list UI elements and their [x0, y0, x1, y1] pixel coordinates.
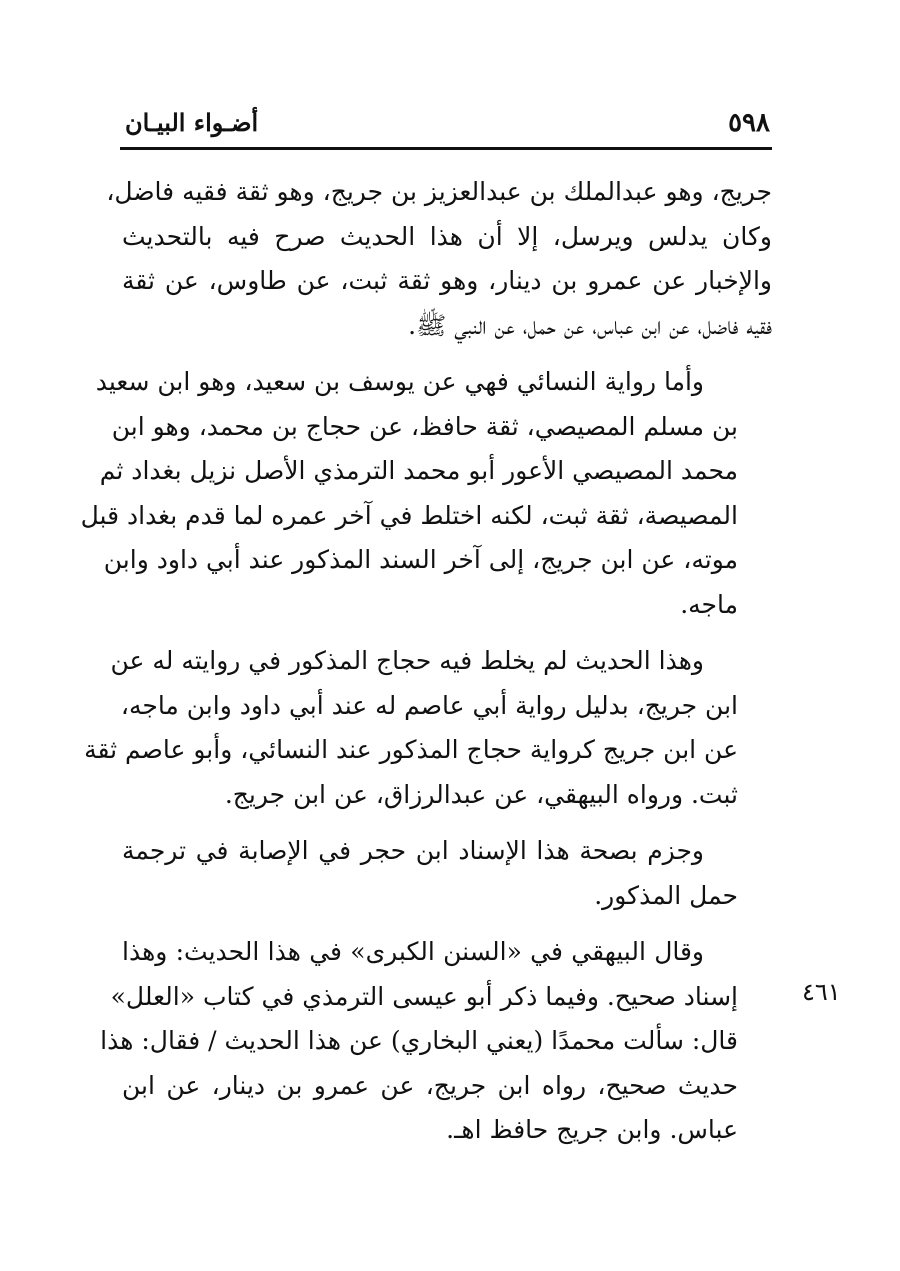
paragraph-3 — [84, 639, 772, 817]
text-line: وهذا الحديث لم يخلط فيه حجاج المذكور في روايته له عن — [110, 646, 704, 675]
book-title: أضـواء البيـان — [125, 108, 259, 137]
header-divider — [120, 147, 772, 150]
page-body — [80, 170, 772, 1165]
text-line: وكان يدلس ويرسل، إلا أن هذا الحديث صرح فيه بالتحديث — [122, 221, 772, 251]
text-line: ابن جريج، بدليل رواية أبي عاصم له عند أبي داود وابن ماجه، — [120, 690, 738, 720]
paragraph-4 — [122, 829, 772, 918]
text-line: بن مسلم المصيصي، ثقة حافظ، عن حجاج بن محمد، وهو ابن — [111, 411, 738, 441]
paragraph-1 — [106, 170, 772, 348]
paragraph-2 — [80, 360, 772, 627]
text-line: المصيصة، ثقة ثبت، لكنه اختلط في آخر عمره لما قدم بغداد قبل — [80, 500, 738, 530]
page-header — [125, 104, 770, 146]
text-line: عن ابن جريج كرواية حجاج المذكور عند النسائي، وأبو عاصم ثقة — [84, 735, 738, 764]
text-line: ثبت. ورواه البيهقي، عن عبدالرزاق، عن ابن جريج. — [224, 779, 738, 809]
paragraph-5 — [100, 930, 772, 1153]
text-line: وقال البيهقي في «السنن الكبرى» في هذا الحديث: وهذا — [122, 937, 704, 966]
text-line: والإخبار عن عمرو بن دينار، وهو ثقة ثبت، عن طاوس، عن ثقة — [122, 266, 772, 295]
page-number: ٥٩٨ — [728, 108, 770, 138]
text-line: جريج، وهو عبدالملك بن عبدالعزيز بن جريج، وهو ثقة فقيه فاضل، — [106, 177, 772, 206]
text-line: إسناد صحيح. وفيما ذكر أبو عيسى الترمذي في كتاب «العلل» — [110, 981, 738, 1011]
margin-page-reference: ٤٦١ — [802, 978, 841, 1006]
text-line: عباس. وابن جريج حافظ اهـ. — [446, 1115, 738, 1144]
text-line: موته، عن ابن جريج، إلى آخر السند المذكور عند أبي داود وابن — [103, 545, 738, 574]
text-line: حديث صحيح، رواه ابن جريج، عن عمرو بن دينار، عن ابن — [122, 1070, 738, 1100]
text-line: وأما رواية النسائي فهي عن يوسف بن سعيد، وهو ابن سعيد — [95, 367, 704, 396]
text-line: وجزم بصحة هذا الإسناد ابن حجر في الإصابة في ترجمة — [122, 836, 704, 865]
text-line: حمل المذكور. — [594, 880, 738, 910]
text-line: ماجه. — [680, 589, 738, 619]
text-line: قال: سألت محمدًا (يعني البخاري) عن هذا الحديث / فقال: هذا — [100, 1026, 738, 1055]
text-line: فقيه فاضل، عن ابن عباس، عن حمل، عن النبي ﷺ. — [408, 310, 772, 340]
text-line: محمد المصيصي الأعور أبو محمد الترمذي الأصل نزيل بغداد ثم — [99, 456, 738, 485]
